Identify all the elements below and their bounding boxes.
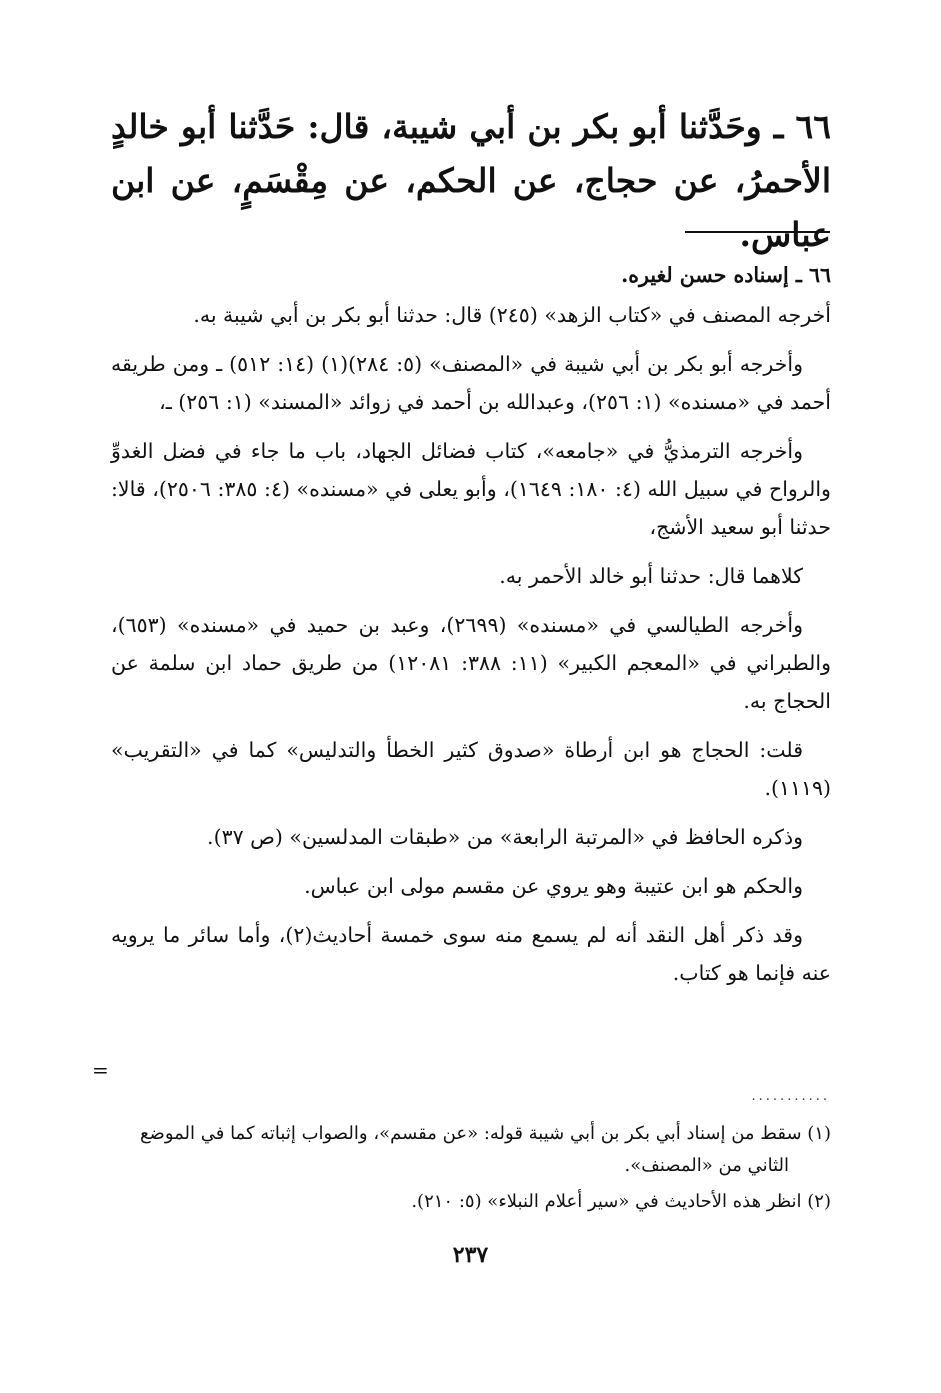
commentary-paragraph: قلت: الحجاج هو ابن أرطاة «صدوق كثير الخطأ والتدليس» كما في «التقريب» (١١١٩). (111, 738, 831, 800)
commentary-heading: ٦٦ ـ إسناده حسن لغيره. (621, 263, 831, 287)
commentary-paragraph: والحكم هو ابن عتيبة وهو يروي عن مقسم مولى ابن عباس. (304, 874, 803, 898)
commentary-paragraph: وأخرجه أبو بكر بن أبي شيبة في «المصنف» (٥: ٢٨٤)(١) (١٤: ٥١٢) ـ ومن طريقه أحمد في «مسنده» (١: ٢٥٦)، وعبدالله بن أحمد في زوائد «المسند» (١: ٢٥٦) ـ، (111, 352, 831, 414)
separator-rule (685, 231, 830, 233)
commentary-paragraph: وقد ذكر أهل النقد أنه لم يسمع منه سوى خمسة أحاديث(٢)، وأما سائر ما يرويه عنه فإنما هو كتاب. (111, 923, 831, 985)
footnote-separator: ........... (751, 1089, 830, 1104)
continuation-mark: = (92, 1058, 109, 1082)
footnote-1 (106, 1118, 831, 1182)
commentary-paragraph: وأخرجه الطيالسي في «مسنده» (٢٦٩٩)، وعبد بن حميد في «مسنده» (٦٥٣)، والطبراني في «المعجم الكبير» (١١: ٣٨٨: ١٢٠٨١) من طريق حماد ابن سلمة عن الحجاج به. (111, 613, 831, 713)
commentary-paragraph: وأخرجه الترمذيُّ في «جامعه»، كتاب فضائل الجهاد، باب ما جاء في فضل الغدوِّ والرواح في سبيل الله (٤: ١٨٠: ١٦٤٩)، وأبو يعلى في «مسنده» (٤: ٣٨٥: ٢٥٠٦)، قالا: حدثنا أبو سعيد الأشج، (111, 439, 831, 539)
commentary-paragraph: كلاهما قال: حدثنا أبو خالد الأحمر به. (499, 564, 803, 588)
footnote-2: (٢) انظر هذه الأحاديث في «سير أعلام النبلاء» (٥: ٢١٠). (411, 1191, 831, 1212)
commentary-section (111, 256, 831, 994)
footnotes (106, 1118, 831, 1222)
footnote-1-line-1: (١) سقط من إسناد أبي بكر بن أبي شيبة قوله: «عن مقسم»، والصواب إثباته كما في الموضع (139, 1123, 831, 1144)
commentary-paragraph: وذكره الحافظ في «المرتبة الرابعة» من «طبقات المدلسين» (ص ٣٧). (207, 825, 803, 849)
footnote-1-line-2: الثاني من «المصنف». (624, 1155, 789, 1176)
commentary-paragraph: أخرجه المصنف في «كتاب الزهد» (٢٤٥) قال: حدثنا أبو بكر بن أبي شيبة به. (193, 303, 831, 327)
hadith-text: ٦٦ ـ وحَدَّثنا أبو بكر بن أبي شيبة، قال: حَدَّثنا أبو خالدٍ الأحمرُ، عن حجاج، عن الحكم، عن مِقْسَمٍ، عن ابن عباس. (111, 107, 831, 254)
page-number: ٢٣٧ (452, 1242, 489, 1268)
